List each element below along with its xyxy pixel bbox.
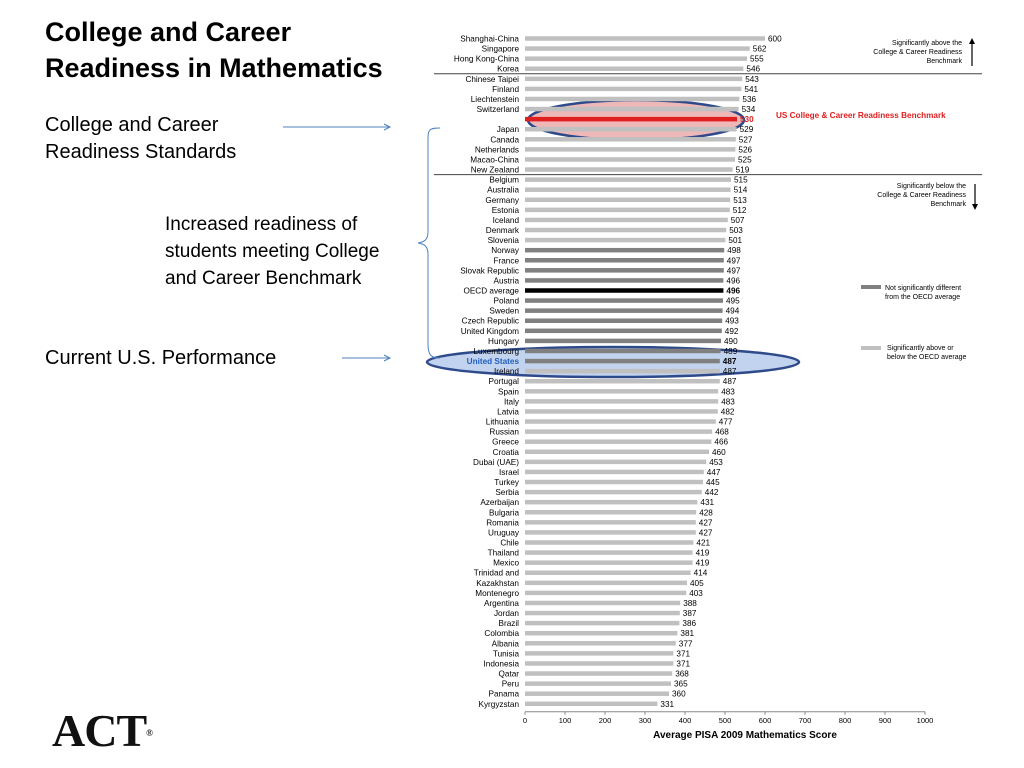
bar [525,621,679,626]
value-label: 496 [726,276,741,286]
bar [525,258,724,263]
bar [525,56,747,61]
bar [525,470,704,475]
x-axis [523,712,933,741]
value-label: 419 [695,548,710,558]
value-label: 445 [706,478,720,488]
country-label: Iceland [492,215,519,225]
bar [525,288,723,293]
value-label: 534 [741,105,756,115]
country-label: Qatar [498,669,519,679]
readiness-bracket [418,128,440,358]
x-tick-label: 100 [558,715,572,725]
value-label: 495 [726,296,740,306]
value-label: 483 [721,387,735,397]
bar [525,298,723,303]
country-label: Norway [491,246,519,256]
bar [525,389,718,394]
value-label: 497 [726,256,741,266]
bar [525,601,680,606]
value-label: 497 [726,266,741,276]
bar [525,611,680,616]
x-tick-label: 900 [878,715,892,725]
value-label: 487 [722,357,737,367]
value-label: 501 [728,236,743,246]
country-label: Trinidad and [473,568,519,578]
country-label: Germany [485,195,519,205]
legend [861,38,978,361]
bar [525,137,736,142]
bar [525,671,672,676]
value-label: 442 [704,488,719,498]
x-tick-label: 700 [798,715,812,725]
bar [525,581,687,586]
country-label: Ireland [493,367,519,377]
country-label: Shanghai-China [460,34,519,44]
value-label: 483 [721,397,735,407]
legend-swatch-not-sig [861,285,881,289]
country-label: Peru [501,679,519,689]
value-label: 388 [683,598,697,608]
value-label: 541 [744,84,759,94]
value-label: 421 [696,538,711,548]
benchmark-label: US College & Career Readiness Benchmark [776,111,946,121]
country-label: Dubai (UAE) [473,457,519,467]
legend-not-sig-line: from the OECD average [885,294,961,302]
country-label: Slovak Republic [460,266,519,276]
bar [525,429,712,434]
bar [525,208,730,213]
legend-above-benchmark-line: Benchmark [926,58,962,66]
country-label: Korea [497,64,519,74]
country-label: Czech Republic [461,316,519,326]
country-label: Estonia [491,205,519,215]
bar [525,510,696,515]
country-label: Luxembourg [473,346,519,356]
legend-sig-line: below the OECD average [887,354,967,362]
country-label: Argentina [483,598,519,608]
legend-below-benchmark-line: Benchmark [930,201,966,209]
value-label: 428 [699,508,713,518]
x-tick-label: 1000 [916,715,934,725]
value-label: 419 [695,558,710,568]
country-label: Greece [492,437,519,447]
value-label: 377 [678,639,693,649]
arrow-to-us [342,355,390,361]
bar [525,419,716,424]
country-label: Poland [493,296,519,306]
value-label: 487 [722,377,737,387]
country-label: Canada [490,135,519,145]
x-tick-label: 400 [678,715,692,725]
country-label: Thailand [487,548,519,558]
bar [525,631,677,636]
value-label: 482 [720,407,735,417]
value-label: 496 [726,286,741,296]
up-arrow-head [969,38,975,44]
country-label: Sweden [489,306,519,316]
value-label: 498 [727,246,741,256]
bar [525,560,693,565]
bar [525,107,739,112]
bar [525,500,697,505]
value-label: 562 [752,44,767,54]
value-label: 527 [738,135,753,145]
country-label: Albania [491,639,519,649]
legend-above-benchmark-line: College & Career Readiness [873,49,962,57]
bar [525,399,718,404]
value-label: 525 [738,155,752,165]
value-label: 371 [676,659,691,669]
bar [525,329,722,334]
bar [525,87,741,92]
country-label: Latvia [497,407,519,417]
legend-not-sig [885,285,961,301]
bar [525,127,737,132]
country-label: OECD average [463,286,519,296]
country-label: Switzerland [476,105,519,115]
country-label: Finland [492,84,519,94]
value-label: 526 [738,145,753,155]
value-label: 543 [745,74,759,84]
bar [525,97,739,102]
value-label: 519 [735,165,750,175]
country-label: Singapore [481,44,519,54]
value-label: 331 [660,699,675,709]
bar [525,77,742,82]
country-label: Spain [498,387,519,397]
legend-sig [887,345,966,361]
value-label: 466 [714,437,729,447]
country-label: Portugal [488,377,519,387]
bar [525,318,722,323]
country-label: Lithuania [485,417,519,427]
bar [525,450,709,455]
country-label: France [493,256,519,266]
value-label: 427 [698,518,713,528]
value-label: 530 [740,115,754,125]
bar [525,349,721,354]
country-label: Uruguay [488,528,519,538]
country-label: Turkey [494,478,519,488]
x-axis-title: Average PISA 2009 Mathematics Score [653,729,837,741]
x-tick-label: 0 [522,715,528,725]
country-label: Japan [496,125,519,135]
slide-title: College and Career Readiness in Mathematics [45,17,383,83]
act-logo: ACT® [52,705,152,756]
legend-sig-line: Significantly above or [887,345,954,352]
value-label: 507 [730,215,745,225]
bar [525,339,721,344]
bar [525,641,676,646]
bar [525,167,733,172]
value-label: 381 [680,629,695,639]
country-label: Macao-China [470,155,519,165]
value-label: 360 [672,689,686,699]
legend-below-benchmark-line: Significantly below the [896,183,966,190]
country-label: Netherlands [474,145,519,155]
bar [525,66,743,71]
down-arrow-head [972,204,978,210]
country-label: Tunisia [492,649,519,659]
bar [525,681,671,686]
bar [525,490,702,495]
label-readiness-standards: College and Career Readiness Standards [45,114,237,163]
legend-below-benchmark [877,183,966,208]
bar [525,379,720,384]
bar [525,177,731,182]
value-label: 403 [689,588,703,598]
bar [525,591,686,596]
bar [525,520,696,525]
country-label: Liechtenstein [470,94,519,104]
value-label: 503 [729,226,743,236]
bar [525,530,696,535]
value-label: 405 [690,578,704,588]
country-label: Brazil [498,619,519,629]
bar [525,278,723,283]
value-label: 427 [698,528,713,538]
x-tick-label: 600 [758,715,772,725]
value-label: 414 [693,568,708,578]
bar [525,550,693,555]
value-label: 490 [724,336,738,346]
bar [525,409,718,414]
value-label: 515 [734,175,748,185]
country-label: Kazakhstan [476,578,519,588]
country-label: Indonesia [483,659,519,669]
bar [525,218,728,223]
country-label: Jordan [493,609,519,619]
bar [525,157,735,162]
country-label: Denmark [485,226,519,236]
country-label: Azerbaijan [480,498,519,508]
bar [525,359,720,364]
x-tick-label: 200 [598,715,612,725]
value-label: 386 [682,619,697,629]
bar [525,36,765,41]
bar [525,702,657,707]
country-label: Montenegro [475,588,519,598]
country-label: Colombia [484,629,519,639]
legend-below-benchmark-line: College & Career Readiness [877,192,966,200]
bar [525,570,691,575]
country-label: Mexico [493,558,519,568]
bar [525,661,673,666]
country-label: Israel [498,467,519,477]
bar [525,46,750,51]
bar [525,540,693,545]
country-label: Australia [487,185,519,195]
value-label: 529 [739,125,754,135]
country-label: Serbia [495,488,519,498]
arrow-to-benchmark [283,124,390,130]
value-label: 536 [742,94,757,104]
bar [525,651,673,656]
country-label: United Kingdom [460,326,519,336]
country-label: Romania [486,518,519,528]
bar [525,691,669,696]
country-label: United States [466,357,519,367]
value-label: 447 [706,467,721,477]
country-label: Hungary [488,336,519,346]
legend-not-sig-line: Not significantly different [885,285,962,292]
value-label: 365 [674,679,688,689]
value-label: 546 [746,64,761,74]
country-label: Slovenia [487,236,519,246]
value-label: 468 [715,427,729,437]
country-label: Croatia [492,447,519,457]
country-label: Russian [489,427,519,437]
x-tick-label: 500 [718,715,732,725]
value-label: 387 [682,609,697,619]
legend-above-benchmark [873,40,962,65]
value-label: 477 [718,417,733,427]
value-label: 489 [723,346,738,356]
country-label: Chinese Taipei [465,74,519,84]
bar [525,117,737,122]
country-label: Austria [493,276,519,286]
value-label: 487 [722,367,737,377]
x-tick-label: 800 [838,715,852,725]
bar [525,238,725,243]
bar [525,308,723,313]
value-label: 368 [675,669,689,679]
country-label: Belgium [489,175,519,185]
value-label: 371 [676,649,691,659]
bar [525,480,703,485]
country-label: Bulgaria [488,508,519,518]
value-label: 555 [750,54,764,64]
bar [525,248,724,253]
country-label: Italy [503,397,519,407]
bar [525,460,706,465]
country-label: Chile [500,538,519,548]
value-label: 512 [732,205,747,215]
value-label: 513 [733,195,747,205]
legend-swatch-sig [861,346,881,350]
country-label: Kyrgyzstan [478,699,519,709]
value-label: 492 [724,326,739,336]
value-label: 431 [700,498,715,508]
bar [525,228,726,233]
value-label: 514 [733,185,748,195]
x-tick-label: 300 [638,715,652,725]
value-label: 494 [725,306,740,316]
bar [525,187,731,192]
bar [525,439,711,444]
bar [525,369,720,374]
label-current-us: Current U.S. Performance [45,347,277,369]
legend-above-benchmark-line: Significantly above the [891,40,962,47]
country-label: Hong Kong-China [453,54,519,64]
value-label: 453 [709,457,723,467]
value-label: 493 [725,316,739,326]
country-label: Panama [488,689,519,699]
country-label: New Zealand [470,165,519,175]
label-increased-readiness: Increased readiness of students meeting College and Career Benchmark [165,214,380,289]
bar [525,268,724,273]
value-label: 600 [768,34,782,44]
bar [525,147,735,152]
value-label: 460 [712,447,726,457]
bar [525,198,730,203]
